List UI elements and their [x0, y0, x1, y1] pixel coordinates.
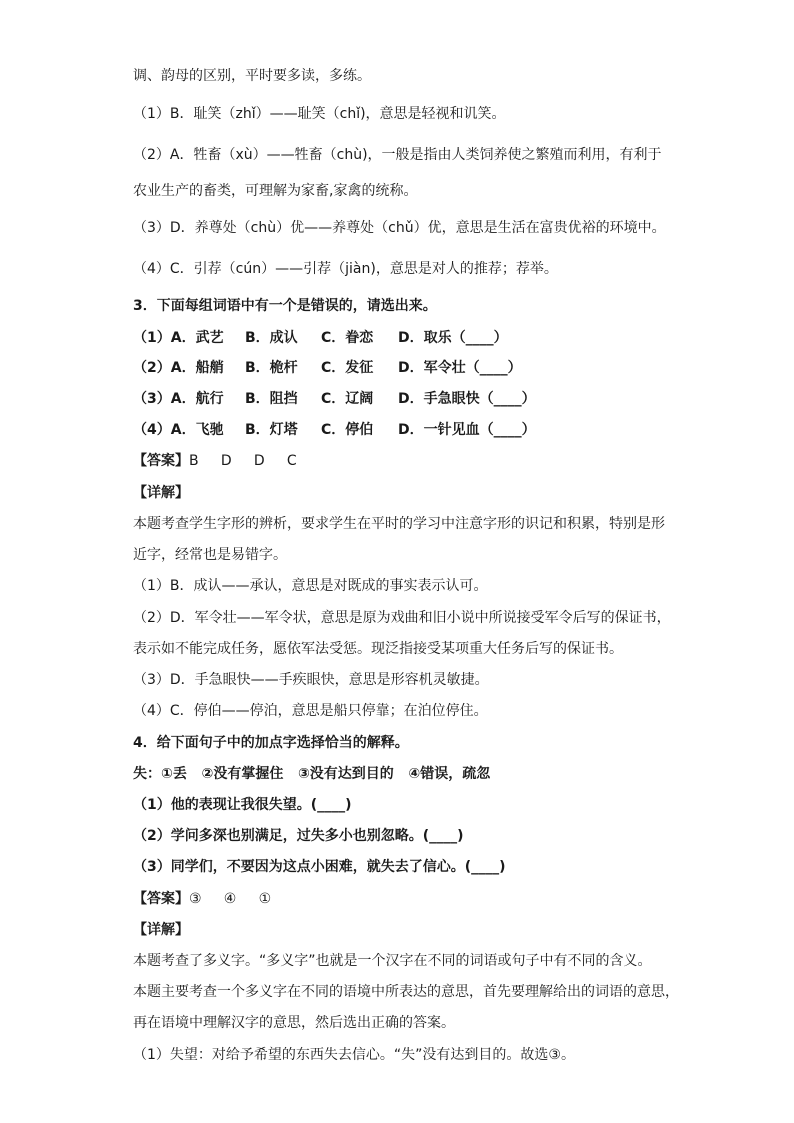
answer-label: 【答案】	[133, 453, 189, 469]
option-d: D．取乐（____）	[398, 330, 508, 346]
text-line: （1）失望：对给予希望的东西失去信心。“失”没有达到目的。故选③。	[133, 1047, 575, 1063]
option-b: B．灯塔	[245, 422, 298, 438]
question-3-title: 3．下面每组词语中有一个是错误的，请选出来。	[133, 298, 437, 314]
option-c: C．发征	[321, 360, 374, 376]
option-c: C．停伯	[321, 422, 374, 438]
text-line: 近字，经常也是易错字。	[133, 547, 287, 563]
text-line: 表示如不能完成任务，愿依军法受惩。现泛指接受某项重大任务后写的保证书。	[133, 641, 623, 657]
question-3-row	[133, 389, 536, 409]
question-3-row	[133, 420, 536, 440]
text-line: （3）D．手急眼快——手疾眼快，意思是形容机灵敏捷。	[133, 672, 489, 688]
question-3-row	[133, 328, 508, 348]
option-c: C．辽阔	[321, 391, 374, 407]
text-line: （2）A．牲畜（xù）——牲畜（chù)，一般是指由人类饲养使之繁殖而利用，有利于	[133, 147, 662, 163]
option-a: （4）A．飞驰	[133, 422, 224, 438]
option-b: B．桅杆	[245, 360, 298, 376]
option-d: D．一针见血（____）	[398, 422, 536, 438]
question-3-row	[133, 358, 522, 378]
option-a: （2）A．船艄	[133, 360, 224, 376]
text-line: （2）D．军令壮——军令状，意思是原为戏曲和旧小说中所说接受军令后写的保证书，	[133, 610, 671, 626]
option-d: D．手急眼快（____）	[398, 391, 536, 407]
question-4-item: （3）同学们，不要因为这点小困难，就失去了信心。(____)	[133, 859, 506, 875]
text-line: 调、韵母的区别，平时要多读，多练。	[133, 68, 371, 84]
answer-line	[133, 889, 271, 909]
option-b: B．成认	[245, 330, 298, 346]
answer-text: ③ ④ ①	[189, 891, 272, 907]
text-line: （3）D．养尊处（chù）优——养尊处（chǔ）优，意思是生活在富贵优裕的环境中。	[133, 220, 666, 236]
answer-line	[133, 451, 297, 471]
text-line: 本题考查学生字形的辨析，要求学生在平时的学习中注意字形的识记和积累，特别是形	[133, 516, 665, 532]
text-line: （4）C．引荐（cún）——引荐（jiàn)，意思是对人的推荐；荐举。	[133, 261, 558, 277]
answer-label: 【答案】	[133, 891, 189, 907]
question-4-options: 失：①丢 ②没有掌握住 ③没有达到目的 ④错误，疏忽	[133, 766, 491, 782]
detail-label: 【详解】	[133, 922, 189, 938]
text-line: 农业生产的畜类，可理解为家畜,家禽的统称。	[133, 183, 418, 199]
option-b: B．阻挡	[245, 391, 298, 407]
option-a: （3）A．航行	[133, 391, 224, 407]
text-line: （1）B．成认——承认，意思是对既成的事实表示认可。	[133, 578, 488, 594]
option-d: D．军令壮（____）	[398, 360, 522, 376]
question-4-item: （2）学问多深也别满足，过失多小也别忽略。(____)	[133, 828, 464, 844]
option-c: C．眷恋	[321, 330, 374, 346]
text-line: 本题考查了多义字。“多义字”也就是一个汉字在不同的词语或句子中有不同的含义。	[133, 953, 652, 969]
option-a: （1）A．武艺	[133, 330, 224, 346]
text-line: 再在语境中理解汉字的意思，然后选出正确的答案。	[133, 1015, 455, 1031]
answer-text: B D D C	[189, 453, 297, 469]
detail-label: 【详解】	[133, 485, 189, 501]
text-line: （1）B．耻笑（zhǐ）——耻笑（chǐ)，意思是轻视和讥笑。	[133, 106, 506, 122]
text-line: （4）C．停伯——停泊，意思是船只停靠；在泊位停住。	[133, 703, 488, 719]
text-line: 本题主要考查一个多义字在不同的语境中所表达的意思，首先要理解给出的词语的意思，	[133, 984, 679, 1000]
question-4-title: 4．给下面句子中的加点字选择恰当的解释。	[133, 735, 409, 751]
question-4-item: （1）他的表现让我很失望。(____)	[133, 797, 352, 813]
